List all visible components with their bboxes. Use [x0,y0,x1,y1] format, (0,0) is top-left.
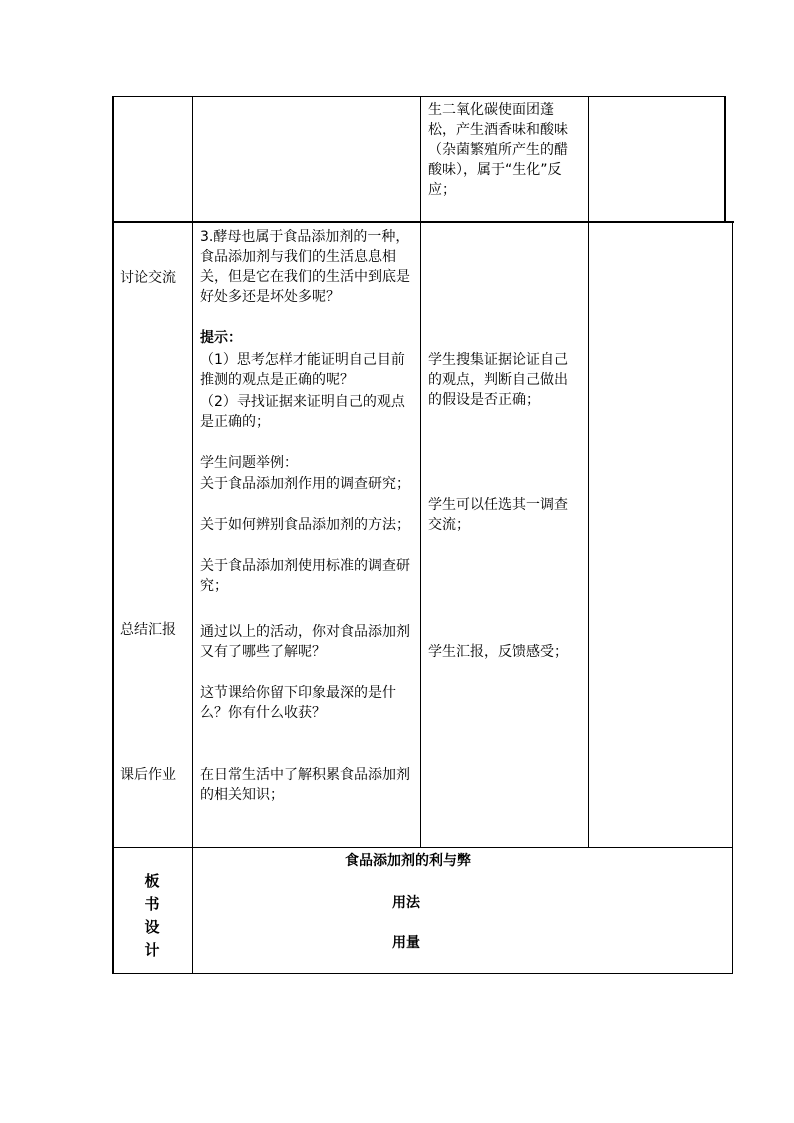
impression-question: 这节课给你留下印象最深的是什么？你有什么收获？ [200,685,396,721]
board-item-dosage: 用量 [392,935,420,951]
top-row-right-border [724,96,726,223]
col-divider-1 [192,96,193,974]
board-design-label: 板书设计 [144,872,160,959]
label-discussion: 讨论交流 [120,270,176,286]
example-3: 关于食品添加剂使用标准的调查研究； [200,558,410,594]
label-summary: 总结汇报 [120,622,176,638]
table-left-border [112,96,114,974]
evidence-activity: 学生搜集证据论证自己的观点，判断自己做出的假设是否正确； [428,352,568,408]
top-row-col3-text: 生二氧化碳使面团蓬松，产生酒香味和酸味（杂菌繁殖所产生的醋酸味），属于“生化”反应； [428,102,568,198]
choose-activity: 学生可以任选其一调查交流； [428,497,568,533]
board-item-usage: 用法 [392,895,420,911]
example-2: 关于如何辨别食品添加剂的方法； [200,517,410,533]
summary-question: 通过以上的活动，你对食品添加剂又有了哪些了解呢？ [200,624,410,660]
col-divider-2 [420,96,421,847]
examples-title: 学生问题举例： [200,455,298,471]
homework-text: 在日常生活中了解积累食品添加剂的相关知识； [200,767,410,803]
example-1: 关于食品添加剂作用的调查研究； [200,476,410,492]
board-top-border [112,847,733,848]
hint-1: （1）思考怎样才能证明自己目前推测的观点是正确的呢？ [200,352,405,388]
hint-2: （2）寻找证据来证明自己的观点是正确的； [200,394,405,430]
table-bottom-border [112,973,733,974]
hint-title: 提示： [200,330,242,346]
question-3: 3.酵母也属于食品添加剂的一种，食品添加剂与我们的生活息息相关，但是它在我们的生活中到底是好处多还是坏处多呢？ [200,229,410,305]
table-top-border [112,96,726,97]
label-homework: 课后作业 [120,767,176,783]
report-activity: 学生汇报，反馈感受； [428,644,568,660]
col-divider-3 [588,96,589,847]
board-title: 食品添加剂的利与弊 [345,853,471,869]
table-right-border [732,222,733,974]
top-row-bottom-border [112,221,734,223]
